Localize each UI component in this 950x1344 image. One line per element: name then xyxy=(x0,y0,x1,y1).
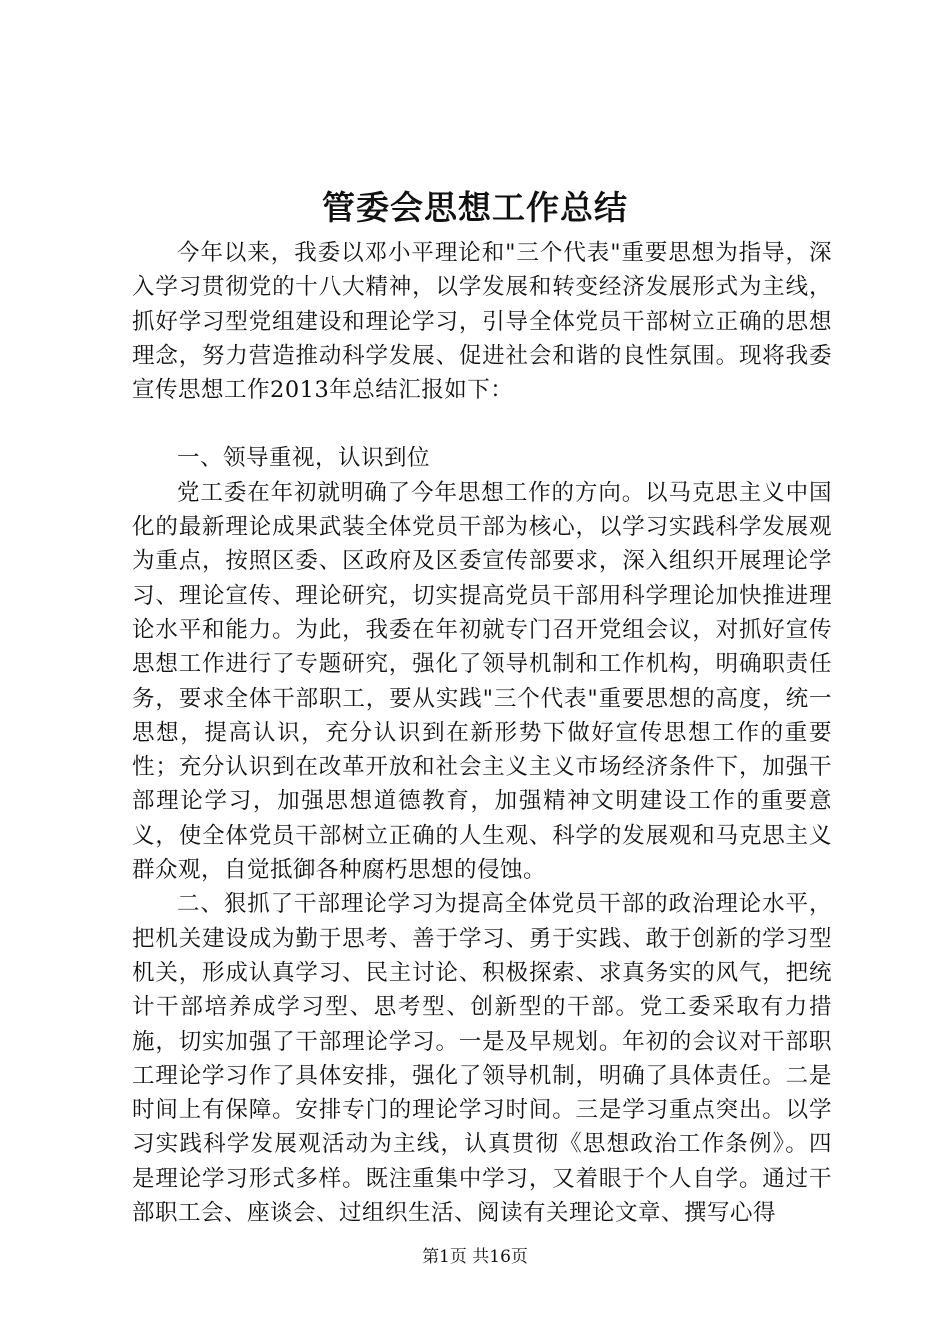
section-1-paragraph: 党工委在年初就明确了今年思想工作的方向。以马克思主义中国化的最新理论成果武装全体党员干部为核心，以学习实践科学发展观为重点，按照区委、区政府及区委宣传部要求，深入组织开展理论学习、理论宣传、理论研究，切实提高党员干部用科学理论加快推进理论水平和能力。为此，我委在年初就专门召开党组会议，对抓好宣传思想工作进行了专题研究，强化了领导机制和工作机构，明确职责任务，要求全体干部职工，要从实践"三个代表"重要思想的高度，统一思想，提高认识，充分认识到在新形势下做好宣传思想工作的重要性；充分认识到在改革开放和社会主义主义市场经济条件下，加强干部理论学习，加强思想道德教育，加强精神文明建设工作的重要意义，使全体党员干部树立正确的人生观、科学的发展观和马克思主义群众观，自觉抵御各种腐朽思想的侵蚀。 xyxy=(132,479,832,884)
page-number-footer: 第1页 共16页 xyxy=(422,1247,528,1267)
document-title: 管委会思想工作总结 xyxy=(322,188,628,227)
section-2-paragraph: 二、狠抓了干部理论学习为提高全体党员干部的政治理论水平，把机关建设成为勤于思考、善于学习、勇于实践、敢于创新的学习型机关，形成认真学习、民主讨论、积极探索、求真务实的风气，把统计干部培养成学习型、思考型、创新型的干部。党工委采取有力措施，切实加强了干部理论学习。一是及早规划。年初的会议对干部职工理论学习作了具体安排，强化了领导机制，明确了具体责任。二是时间上有保障。安排专门的理论学习时间。三是学习重点突出。以学习实践科学发展观活动为主线，认真贯彻《思想政治工作条例》。四是理论学习形式多样。既注重集中学习，又着眼于个人自学。通过干部职工会、座谈会、过组织生活、阅读有关理论文章、撰写心得 xyxy=(132,891,832,1227)
intro-paragraph: 今年以来，我委以邓小平理论和"三个代表"重要思想为指导，深入学习贯彻党的十八大精神，以学发展和转变经济发展形式为主线，抓好学习型党组建设和理论学习，引导全体党员干部树立正确的思想理念，努力营造推动科学发展、促进社会和谐的良性氛围。现将我委宣传思想工作2013年总结汇报如下： xyxy=(132,240,832,404)
section-heading-1: 一、领导重视，认识到位 xyxy=(177,445,431,472)
document-body xyxy=(132,236,832,1230)
